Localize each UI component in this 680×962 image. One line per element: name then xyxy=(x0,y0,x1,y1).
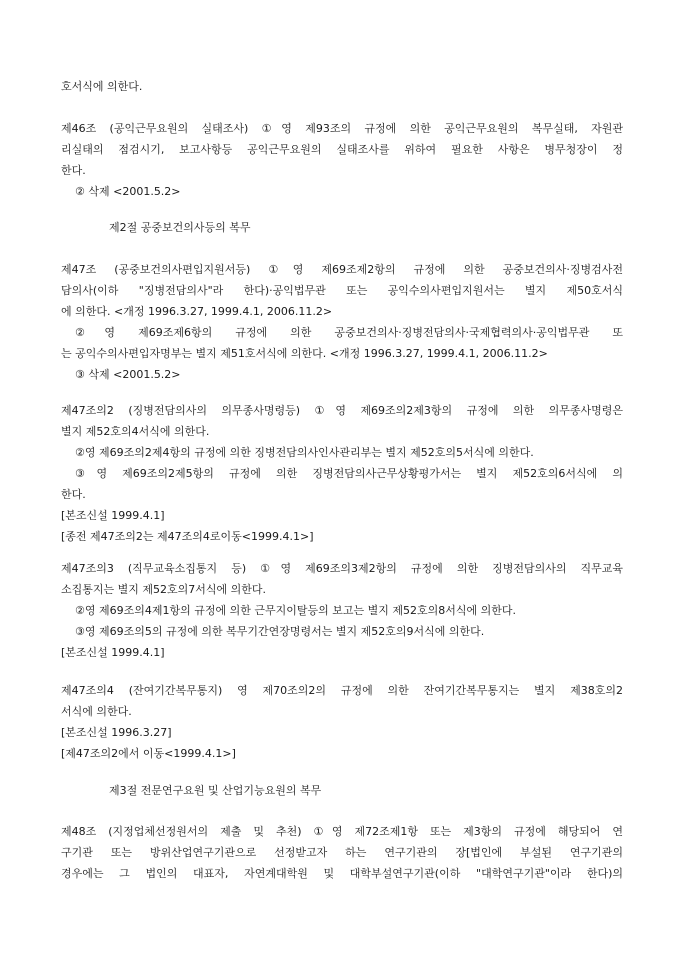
text-line: 제47조의4 (잔여기간복무통지) 영 제70조의2의 규정에 의한 잔여기간복무통지는 별지 제38호의2 xyxy=(61,684,623,697)
text-line: ②영 제69조의4제1항의 규정에 의한 근무지이탈등의 보고는 별지 제52호의8서식에 의한다. xyxy=(75,604,516,617)
text-line: 호서식에 의한다. xyxy=(61,80,143,93)
text-line: 리실태의 점검시기, 보고사항등 공익근무요원의 실태조사를 위하여 필요한 사항은 병무청장이 정 xyxy=(61,143,623,156)
text-line: ③영 제69조의5의 규정에 의한 복무기간연장명령서는 별지 제52호의9서식에 의한다. xyxy=(75,625,485,638)
paragraph-art46 xyxy=(61,118,623,202)
text-line: 는 공익수의사편입자명부는 별지 제51호서식에 의한다. <개정 1996.3.27, 1999.4.1, 2006.11.2> xyxy=(61,347,548,360)
text-line: 에 의한다. <개정 1996.3.27, 1999.4.1, 2006.11.2> xyxy=(61,305,333,318)
text-line: 제47조의3 (직무교육소집통지 등) ①영 제69조의3제2항의 규정에 의한 징병전담의사의 직무교육 xyxy=(61,562,623,575)
paragraph-art47 xyxy=(61,259,623,385)
text-line: [제47조의2에서 이동<1999.4.1>] xyxy=(61,747,236,760)
text-line: [본조신설 1996.3.27] xyxy=(61,726,172,739)
paragraph-art45-tail xyxy=(61,76,623,97)
text-line: 담의사(이하 "징병전담의사"라 한다)·공익법무관 또는 공익수의사편입지원서는 별지 제50호서식 xyxy=(61,284,623,297)
text-line: ②영 제69조의2제4항의 규정에 의한 징병전담의사인사관리부는 별지 제52호의5서식에 의한다. xyxy=(75,446,534,459)
paragraph-art47-2 xyxy=(61,400,623,547)
text-line: [본조신설 1999.4.1] xyxy=(61,509,165,522)
text-line: 제48조 (지정업체선정원서의 제출 및 추천) ①영 제72조제1항 또는 제3항의 규정에 해당되어 연 xyxy=(61,825,623,838)
paragraph-art47-4 xyxy=(61,680,623,764)
text-line: 한다. xyxy=(61,164,86,177)
text-line: 구기관 또는 방위산업연구기관으로 선정받고자 하는 연구기관의 장[법인에 부설된 연구기관의 xyxy=(61,846,623,859)
text-line: ② 삭제 <2001.5.2> xyxy=(75,185,181,198)
section-heading-2: 제2절 공중보건의사등의 복무 xyxy=(109,221,251,234)
text-line: ③영 제69조의2제5항의 규정에 의한 징병전담의사근무상황평가서는 별지 제52호의6서식에 의 xyxy=(75,467,623,480)
text-line: ②영 제69조제6항의 규정에 의한 공중보건의사·징병전담의사·국제협력의사·공익법무관 또 xyxy=(75,326,623,339)
paragraph-art47-3 xyxy=(61,558,623,663)
text-line: 한다. xyxy=(61,488,86,501)
text-line: 소집통지는 별지 제52호의7서식에 의한다. xyxy=(61,583,266,596)
text-line: 제47조의2 (징병전담의사의 의무종사명령등) ①영 제69조의2제3항의 규정에 의한 의무종사명령은 xyxy=(61,404,623,417)
text-line: [종전 제47조의2는 제47조의4로이동<1999.4.1>] xyxy=(61,530,314,543)
text-line: 제47조 (공중보건의사편입지원서등) ①영 제69조제2항의 규정에 의한 공중보건의사·징병검사전 xyxy=(61,263,623,276)
text-line: ③ 삭제 <2001.5.2> xyxy=(75,368,181,381)
text-line: 제46조 (공익근무요원의 실태조사) ①영 제93조의 규정에 의한 공익근무요원의 복무실태, 자원관 xyxy=(61,122,623,135)
paragraph-art48 xyxy=(61,821,623,884)
text-line: [본조신설 1999.4.1] xyxy=(61,646,165,659)
text-line: 서식에 의한다. xyxy=(61,705,132,718)
text-line: 경우에는 그 법인의 대표자, 자연계대학원 및 대학부설연구기관(이하 "대학연구기관"이라 한다)의 xyxy=(61,867,623,880)
section-heading-3: 제3절 전문연구요원 및 산업기능요원의 복무 xyxy=(109,784,322,797)
text-line: 별지 제52호의4서식에 의한다. xyxy=(61,425,210,438)
